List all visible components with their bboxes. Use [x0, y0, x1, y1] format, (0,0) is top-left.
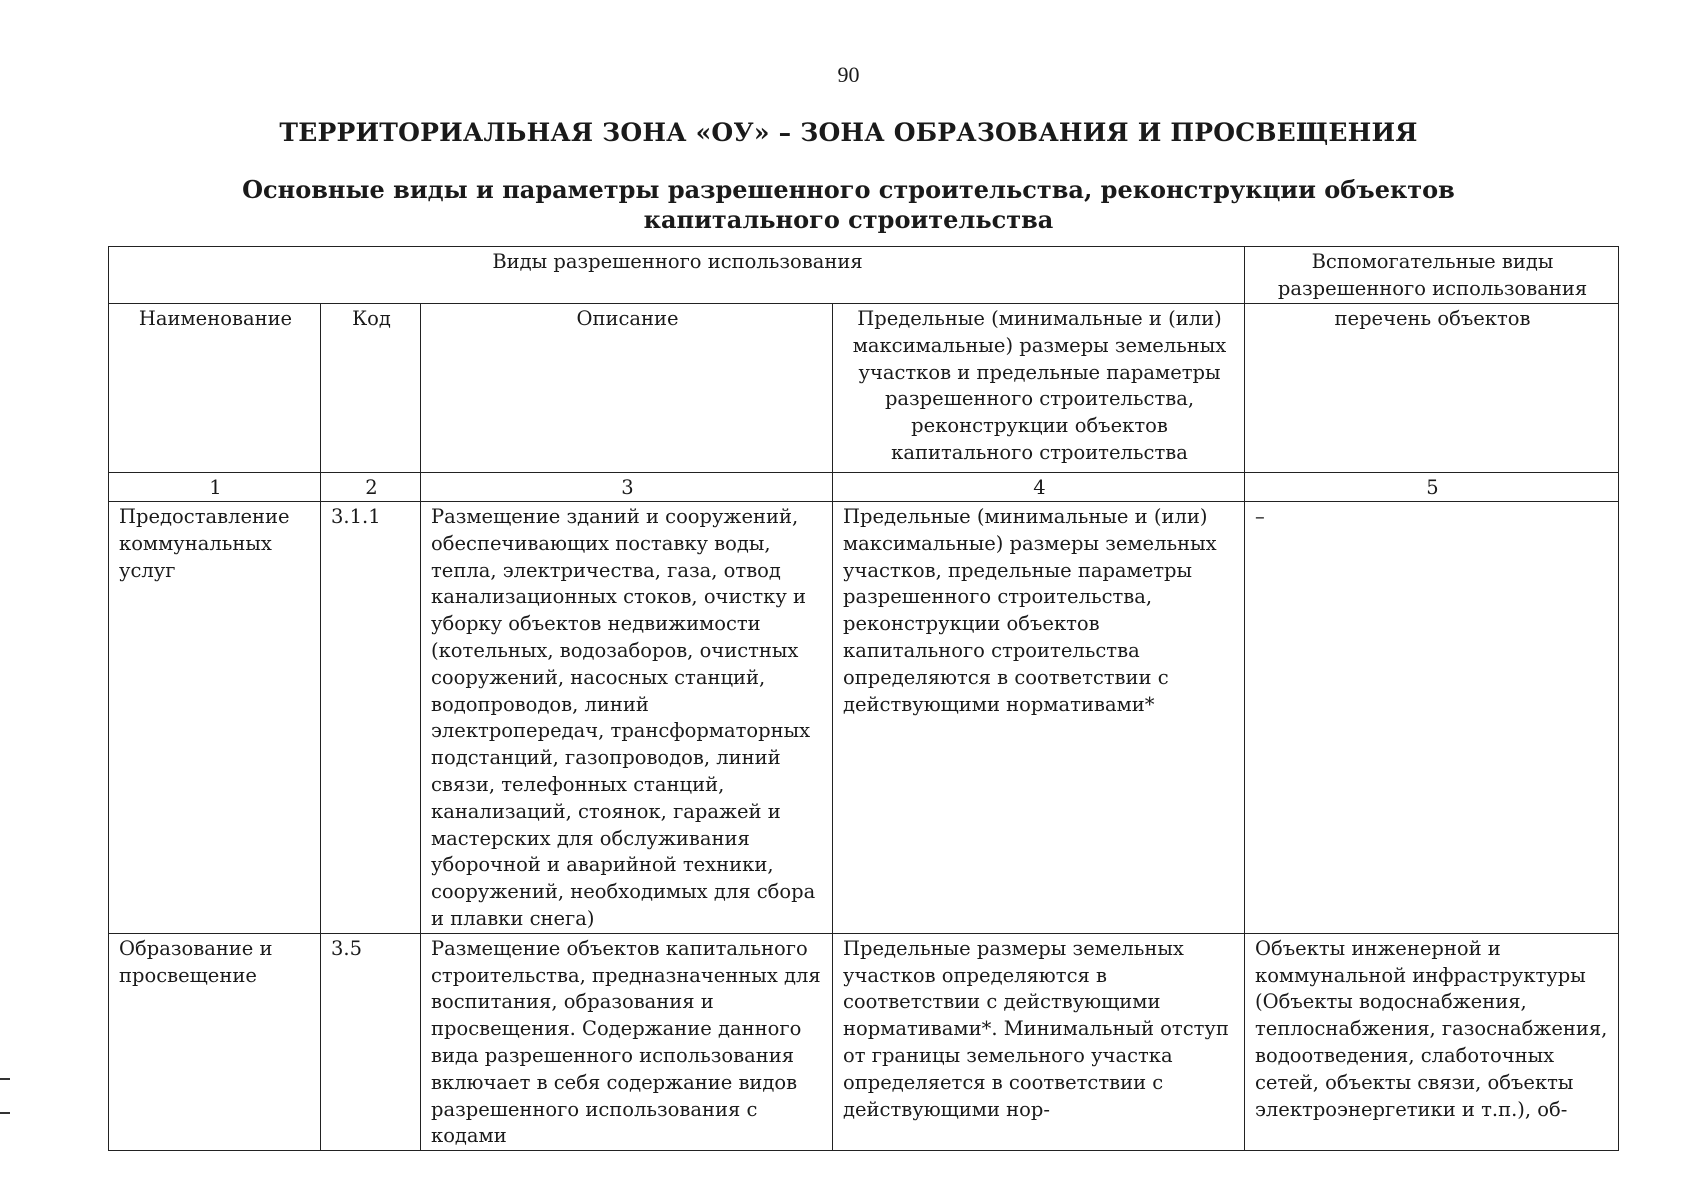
edge-mark-top [0, 1078, 10, 1080]
row-description-cell: Размещение зданий и сооружений, обеспечивающих поставку воды, тепла, электричества, газа, отвод канализационных стоков, очистку и уборку объектов недвижимости (котельных, водозаборов, очистных сооружений, насосных станций, водопроводов, линий электропередач, трансформаторных подстанций, газопроводов, линий связи, телефонных станций, канализаций, стоянок, гаражей и мастерских для обслуживания уборочной и аварийной техники, сооружений, необходимых для сбора и плавки снега) [421, 502, 833, 934]
table-row [109, 502, 1619, 934]
column-number: 3 [421, 473, 833, 502]
page-number: 90 [837, 62, 860, 87]
row-name-cell: Предоставление коммунальных услуг [109, 502, 321, 934]
row-limits-cell: Предельные размеры земельных участков определяются в соответствии с действующими нормативами*. Минимальный отступ от границы земельного участка определяется в соответствии с действующими нор- [833, 933, 1245, 1150]
permitted-use-table [108, 246, 1619, 1151]
row-description-cell: Размещение объектов капитального строительства, предназначенных для воспитания, образования и просвещения. Содержание данного вида разрешенного использования включает в себя содержание видов разрешенного использования с кодами [421, 933, 833, 1150]
row-limits-cell: Предельные (минимальные и (или) максимальные) размеры земельных участков, предельные параметры разрешенного строительства, реконструкции объектов капитального строительства определяются в соответствии с действующими нормативами* [833, 502, 1245, 934]
column-number: 1 [109, 473, 321, 502]
group-header-auxiliary: Вспомогательные виды разрешенного использования [1245, 247, 1619, 304]
table-column-number-row [109, 473, 1619, 502]
row-code-cell: 3.1.1 [321, 502, 421, 934]
edge-mark-bottom [0, 1112, 10, 1114]
row-code-cell: 3.5 [321, 933, 421, 1150]
zone-title: ТЕРРИТОРИАЛЬНАЯ ЗОНА «ОУ» – ЗОНА ОБРАЗОВАНИЯ И ПРОСВЕЩЕНИЯ [279, 118, 1418, 147]
row-auxiliary-cell: Объекты инженерной и коммунальной инфраструктуры (Объекты водоснабжения, теплоснабжения, газоснабжения, водоотведения, слаботочных сетей, объекты связи, объекты электроэнергетики и т.п.), об- [1245, 933, 1619, 1150]
column-header-code: Код [321, 304, 421, 473]
column-header-limits: Предельные (минимальные и (или) максимальные) размеры земельных участков и предельные параметры разрешенного строительства, реконструкции объектов капитального строительства [833, 304, 1245, 473]
column-header-name: Наименование [109, 304, 321, 473]
column-number: 2 [321, 473, 421, 502]
section-title: Основные виды и параметры разрешенного строительства, реконструкции объектов капитального строительства [242, 175, 1455, 234]
row-name-cell: Образование и просвещение [109, 933, 321, 1150]
table-group-header-row [109, 247, 1619, 304]
column-number: 5 [1245, 473, 1619, 502]
group-header-permitted: Виды разрешенного использования [109, 247, 1245, 304]
table-row [109, 933, 1619, 1150]
table-column-header-row [109, 304, 1619, 473]
row-auxiliary-cell: – [1245, 502, 1619, 934]
column-header-description: Описание [421, 304, 833, 473]
column-number: 4 [833, 473, 1245, 502]
column-header-objects: перечень объектов [1245, 304, 1619, 473]
